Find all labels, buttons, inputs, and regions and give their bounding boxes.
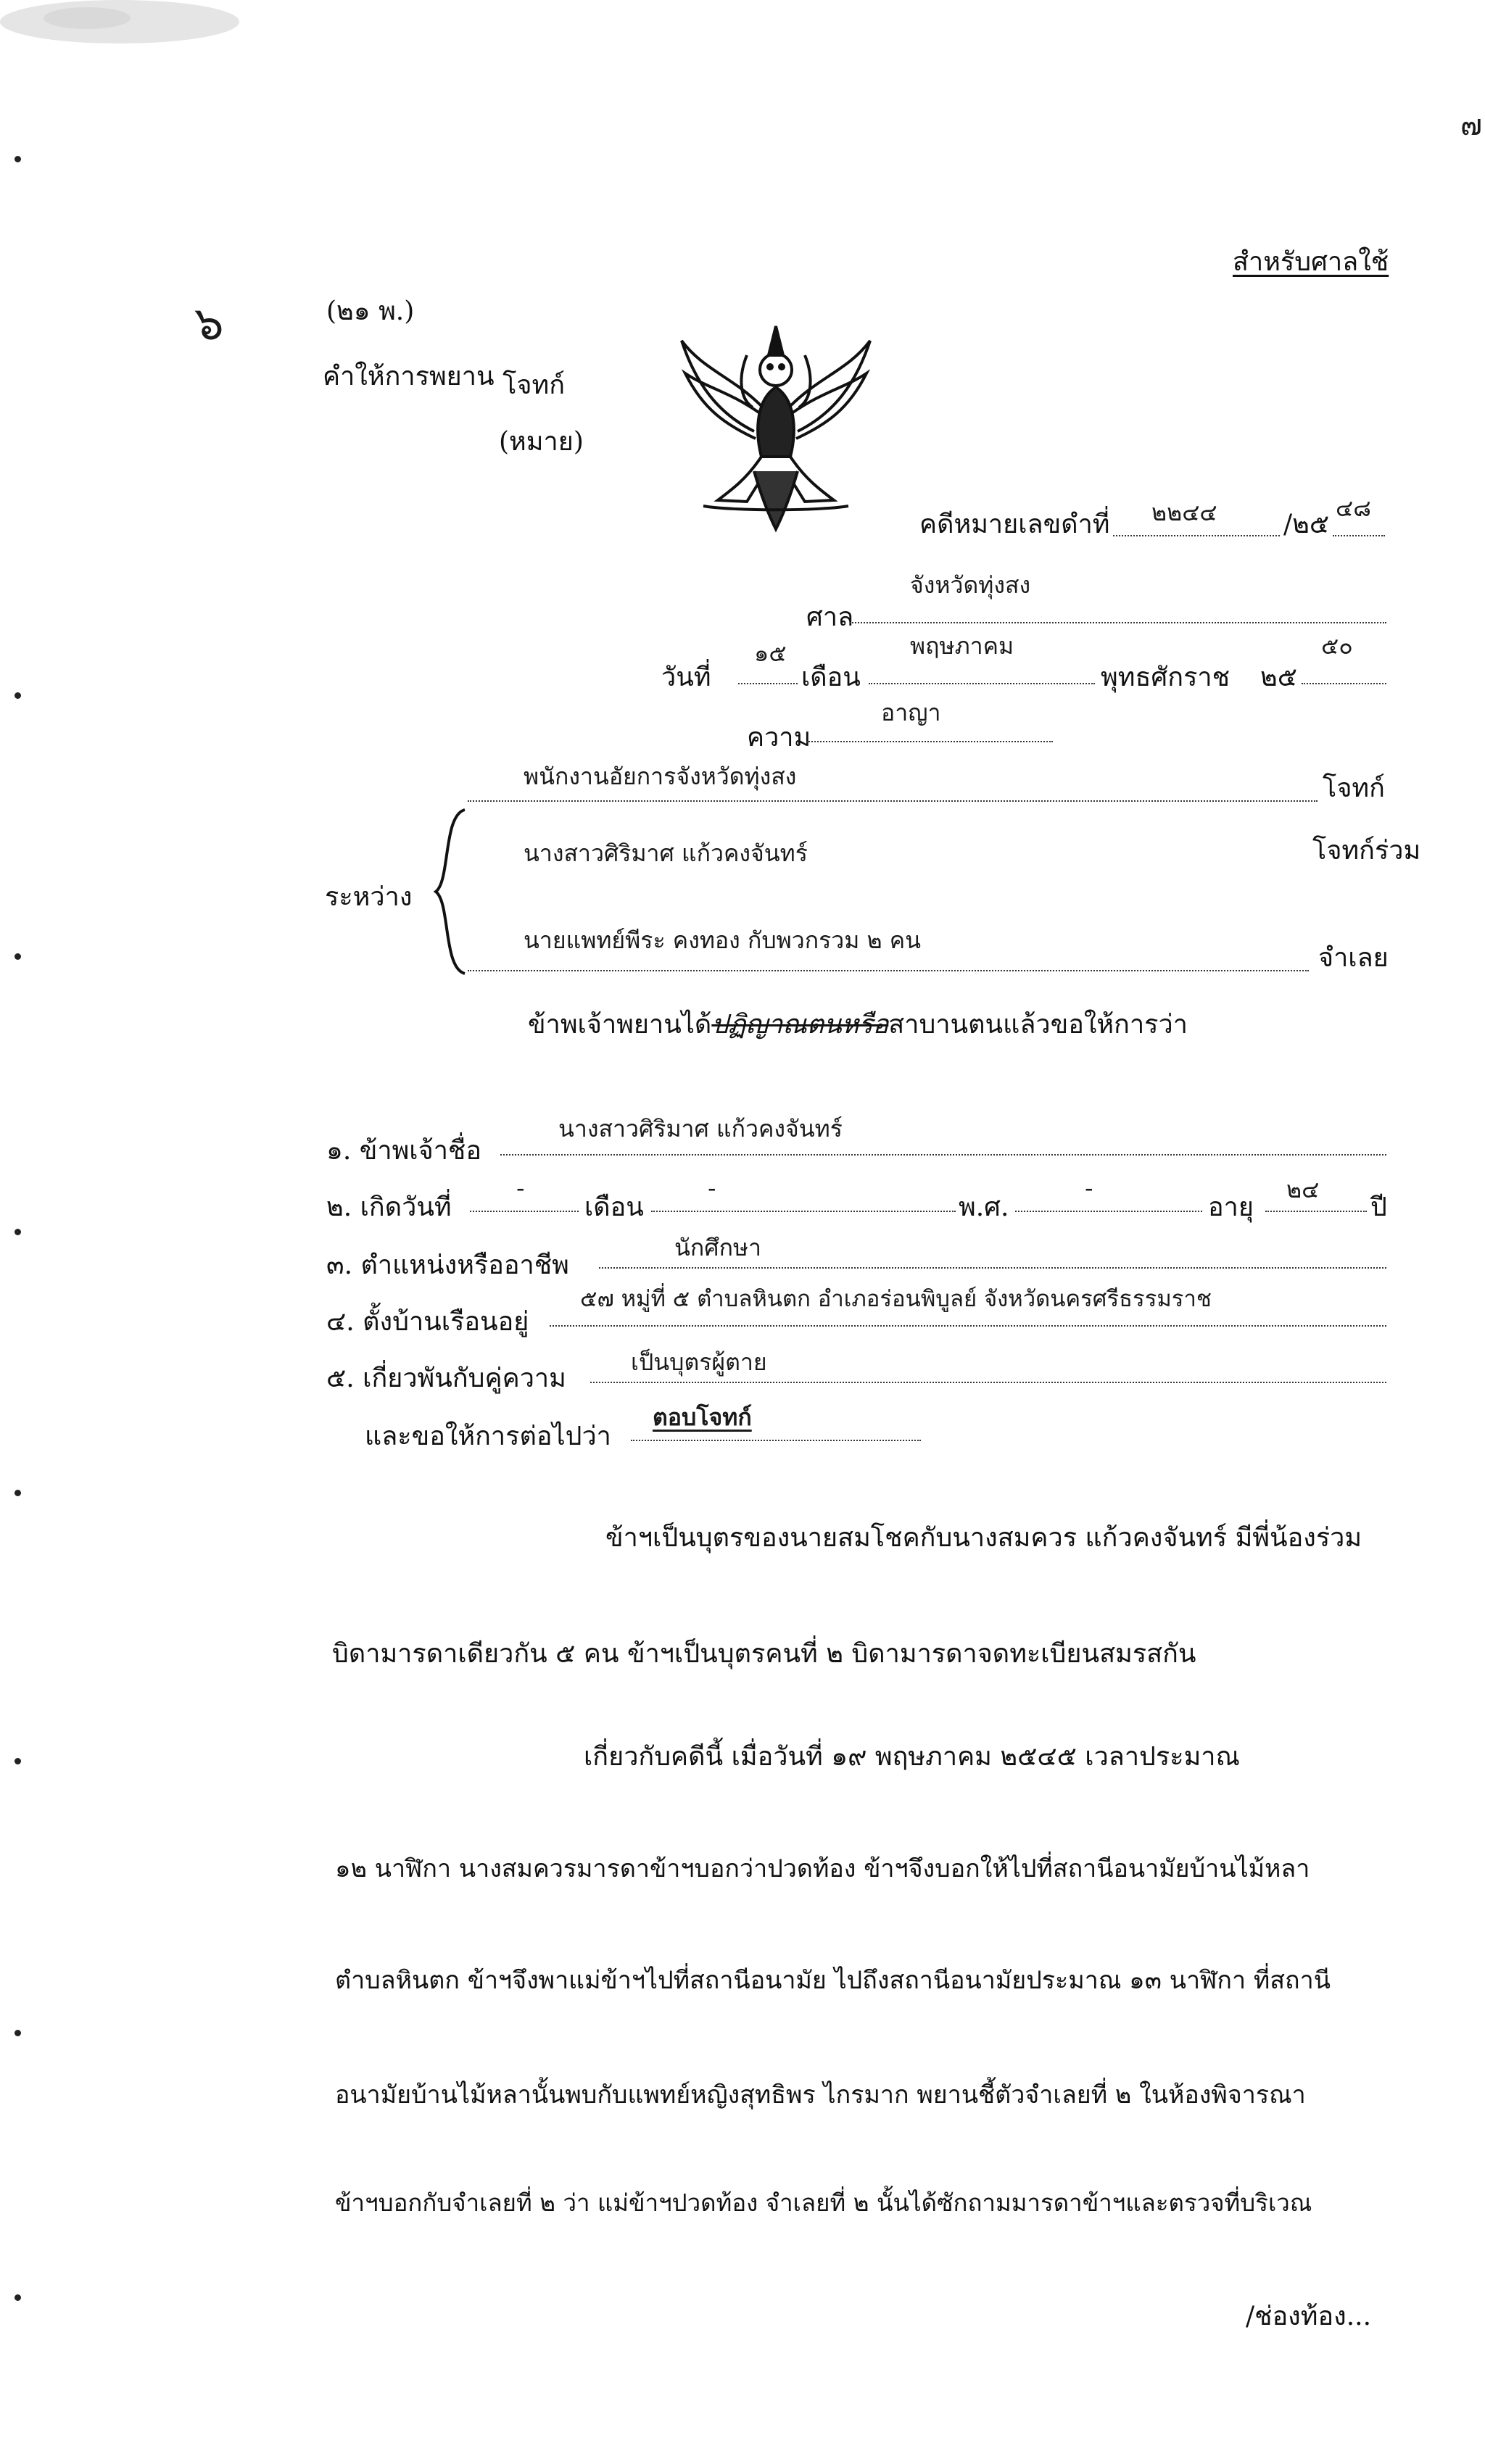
witness-name: นางสาวศิริมาศ แก้วคงจันทร์ [558, 1115, 843, 1142]
continuation-note: /ช่องท้อง... [1246, 2302, 1372, 2331]
body-line: ๑๒ นาฬิกา นางสมควรมารดาข้าฯบอกว่าปวดท้อง ข้าฯจึงบอกให้ไปที่สถานีอนามัยบ้านไม้หลา [335, 1854, 1310, 1883]
continue-label: และขอให้การต่อไปว่า [365, 1422, 611, 1451]
year-prefix: ๒๕ [1260, 663, 1297, 692]
oath-line [528, 1003, 1188, 1045]
year-label: พุทธศักราช [1101, 663, 1230, 692]
occupation-line [599, 1267, 1386, 1269]
matter-value: อาญา [881, 699, 941, 726]
birth-day: - [516, 1174, 525, 1202]
month-line [869, 683, 1095, 684]
court-line [850, 622, 1386, 623]
punch-hole [15, 1490, 21, 1496]
defendant-line [468, 970, 1309, 971]
birth-day-line [470, 1211, 579, 1212]
garuda-emblem-icon [674, 312, 877, 536]
age-value: ๒๔ [1286, 1176, 1320, 1203]
case-year: ๔๘ [1336, 494, 1371, 522]
court-use-label: สำหรับศาลใช้ [1233, 247, 1389, 277]
birth-year-label: พ.ศ. [959, 1192, 1009, 1222]
date-day: ๑๕ [754, 639, 787, 667]
form-title [323, 355, 566, 400]
birth-month: - [708, 1174, 716, 1202]
body-line: เกี่ยวกับคดีนี้ เมื่อวันที่ ๑๙ พฤษภาคม ๒๕๔๕ เวลาประมาณ [584, 1742, 1240, 1772]
address-value: ๕๗ หมู่ที่ ๕ ตำบลหินตก อำเภอร่อนพิบูลย์ จังหวัดนครศรีธรรมราช [580, 1286, 1212, 1312]
punch-hole [15, 1758, 21, 1764]
continue-line [631, 1440, 921, 1441]
month-label: เดือน [801, 663, 861, 692]
between-label: ระหว่าง [325, 882, 413, 912]
date-label: วันที่ [661, 663, 711, 692]
age-unit: ปี [1370, 1192, 1387, 1222]
brace-icon [432, 808, 468, 975]
punch-hole [15, 2294, 21, 2301]
relation-label: ๕. เกี่ยวพันกับคู่ความ [326, 1364, 566, 1393]
matter-line [806, 741, 1053, 742]
case-no: ๒๒๔๔ [1151, 499, 1217, 526]
court-name: จังหวัดทุ่งสง [910, 571, 1031, 599]
form-code: (๒๑ พ.) [326, 296, 415, 326]
birth-month-line [651, 1211, 956, 1212]
body-line: ข้าฯเป็นบุตรของนายสมโชคกับนางสมควร แก้วคงจันทร์ มีพี่น้องร่วม [605, 1523, 1362, 1553]
plaintiff-line [468, 800, 1318, 802]
corner-mark: ๗ [1460, 109, 1483, 142]
matter-label: ความ [747, 723, 811, 752]
case-label: คดีหมายเลขดำที่ [919, 510, 1110, 539]
month-value: พฤษภาคม [910, 632, 1014, 660]
punch-hole [15, 2030, 21, 2036]
occupation-label: ๓. ตำแหน่งหรืออาชีพ [326, 1250, 569, 1280]
punch-hole [15, 953, 21, 960]
birth-year-line [1015, 1211, 1202, 1212]
address-label: ๔. ตั้งบ้านเรือนอยู่ [326, 1307, 529, 1337]
punch-hole [15, 692, 21, 699]
occupation-value: นักศึกษา [674, 1234, 761, 1261]
form-title-prefix: คำให้การพยาน [323, 362, 495, 391]
defendant-name: นายแพทย์พีระ คงทอง กับพวกรวม ๒ คน [524, 926, 922, 954]
circled-page-mark: ๖ [194, 297, 224, 351]
oath-before: ข้าพเจ้าพยานได้ [528, 1010, 712, 1040]
co-plaintiff-label: โจทก์ร่วม [1312, 836, 1421, 866]
body-line: ตำบลหินตก ข้าฯจึงพาแม่ข้าฯไปที่สถานีอนามัย ไปถึงสถานีอนามัยประมาณ ๑๓ นาฬิกา ที่สถานี [335, 1966, 1331, 1995]
case-no-line [1113, 535, 1280, 536]
oath-struck: ปฏิญาณตนหรือ [711, 1010, 889, 1040]
birth-label: ๒. เกิดวันที่ [326, 1192, 452, 1222]
relation-value: เป็นบุตรผู้ตาย [631, 1348, 767, 1376]
defendant-label: จำเลย [1318, 943, 1389, 973]
date-day-line [738, 683, 798, 684]
plaintiff-label: โจทก์ [1323, 773, 1385, 803]
body-line: บิดามารดาเดียวกัน ๕ คน ข้าฯเป็นบุตรคนที่ ๒ บิดามารดาจดทะเบียนสมรสกัน [332, 1639, 1196, 1669]
case-year-line [1333, 535, 1385, 536]
court-label: ศาล [806, 602, 854, 632]
address-line [550, 1325, 1386, 1327]
year-line [1302, 683, 1386, 684]
case-separator: /๒๕ [1283, 510, 1330, 539]
year-suffix: ๕๐ [1321, 632, 1353, 660]
birth-month-label: เดือน [584, 1192, 644, 1222]
body-line: ข้าฯบอกกับจำเลยที่ ๒ ว่า แม่ข้าฯปวดท้อง จำเลยที่ ๒ นั้นได้ซักถามมารดาข้าฯและตรวจที่บริเวณ [335, 2189, 1312, 2217]
relation-line [590, 1382, 1386, 1383]
body-line: อนามัยบ้านไม้หลานั้นพบกับแพทย์หญิงสุทธิพร ไกรมาก พยานชี้ตัวจำเลยที่ ๒ ในห้องพิจารณา [335, 2081, 1306, 2110]
oath-after: สาบานตนแล้วขอให้การว่า [888, 1010, 1188, 1040]
plaintiff-name: พนักงานอัยการจังหวัดทุ่งสง [524, 763, 797, 790]
age-line [1265, 1211, 1367, 1212]
name-line [500, 1154, 1386, 1156]
scan-smudge [44, 7, 131, 29]
form-title-party: โจทก์ [502, 370, 566, 400]
co-plaintiff-name: นางสาวศิริมาศ แก้วคงจันทร์ [524, 839, 808, 867]
form-title-note: (หมาย) [499, 427, 584, 457]
birth-year: - [1085, 1174, 1093, 1202]
punch-hole [15, 1229, 21, 1235]
punch-hole [15, 156, 21, 162]
age-label: อายุ [1208, 1192, 1254, 1222]
continue-value: ตอบโจทก์ [653, 1403, 752, 1431]
name-label: ๑. ข้าพเจ้าชื่อ [326, 1136, 481, 1166]
